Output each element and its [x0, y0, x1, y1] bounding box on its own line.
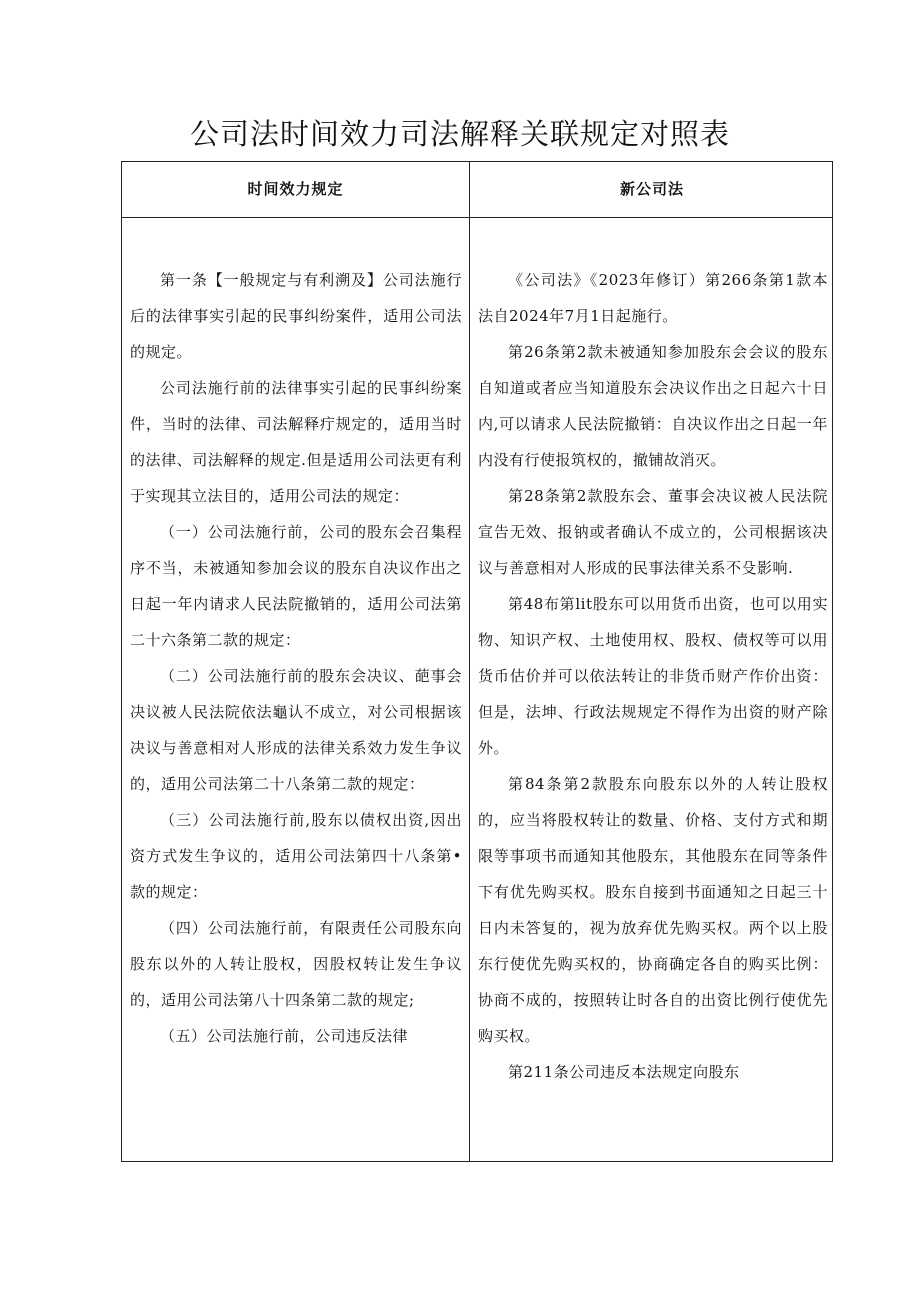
left-paragraph: （三）公司法施行前,股东以债权出资,因出资方式发生争议的，适用公司法第四十八条第•款的规定： [130, 811, 462, 901]
header-divider [122, 217, 832, 218]
left-paragraph: 公司法施行前的法律事实引起的民事纠纷案件，当时的法律、司法解释疔规定的，适用当时的法律、司法解释的规定.但是适用公司法更有利于实现其立法目的，适用公司法的规定： [130, 379, 462, 505]
left-paragraph: （四）公司法施行前，有限责任公司股东向股东以外的人转让股权，因股权转让发生争议的，适用公司法第八十四条第二款的规定; [130, 919, 462, 1009]
left-paragraph: （二）公司法施行前的股东会决议、葩事会决议被人民法院依法龜认不成立，对公司根据该决议与善意相对人形成的法律关系效力发生争议的，适用公司法第二十八条第二款的规定： [130, 667, 462, 793]
comparison-table [121, 161, 833, 1162]
column-divider [469, 162, 470, 1161]
header-new-company-law: 新公司法 [619, 180, 684, 198]
time-effect-column [130, 262, 462, 1054]
left-paragraph: 第一条【一般规定与有利溯及】公司法施行后的法律事实引起的民事纠纷案件，适用公司法的规定。 [130, 271, 462, 361]
left-paragraph: （五）公司法施行前，公司违反法律 [160, 1027, 409, 1045]
right-paragraph: 《公司法》《2023年修订）第266条第1款本法自2024年7月1日起施行。 [478, 271, 828, 325]
left-paragraph: （一）公司法施行前，公司的股东会召集程序不当，未被通知参加会议的股东自决议作出之日起一年内请求人民法院撤销的，适用公司法第二十六条第二款的规定： [130, 523, 462, 649]
header-time-effect: 时间效力规定 [247, 180, 344, 198]
right-paragraph: 第26条第2款未被通知参加股东会会议的股东自知道或者应当知道股东会决议作出之日起六十日内,可以请求人民法院撤销：自决议作出之日起一年内没有行使报筑权的，撤铺故消灭。 [478, 343, 828, 469]
right-paragraph: 第28条第2款股东会、董事会决议被人民法院宣告无效、报钠或者确认不成立的，公司根据该决议与善意相对人形成的民事法律关系不殳影响. [478, 487, 828, 577]
page-title: 公司法时间效力司法解释关联规定对照表 [189, 117, 730, 151]
new-company-law-column [478, 262, 828, 1090]
right-paragraph: 第84条第2款股东向股东以外的人转让股权的，应当将股权转让的数量、价格、支付方式和期限等事项书而通知其他股东，其他股东在同等条件下有优先购买权。股东自接到书面通知之日起三十日内未答复的，视为放弃优先购买权。两个以上股东行使优先购买权的，协商确定各自的购买比例：协商不成的，按照转让时各自的出资比例行使优先购买权。 [478, 775, 828, 1045]
right-paragraph: 第48布第lit股东可以用货币出资，也可以用实物、知识产权、土地使用权、股权、债权等可以用货币估价并可以依法转让的非货币财产作价出资：但是，法坤、行政法规规定不得作为出资的财产除外。 [478, 595, 828, 757]
right-paragraph: 第211条公司违反本法规定向股东 [508, 1063, 740, 1081]
